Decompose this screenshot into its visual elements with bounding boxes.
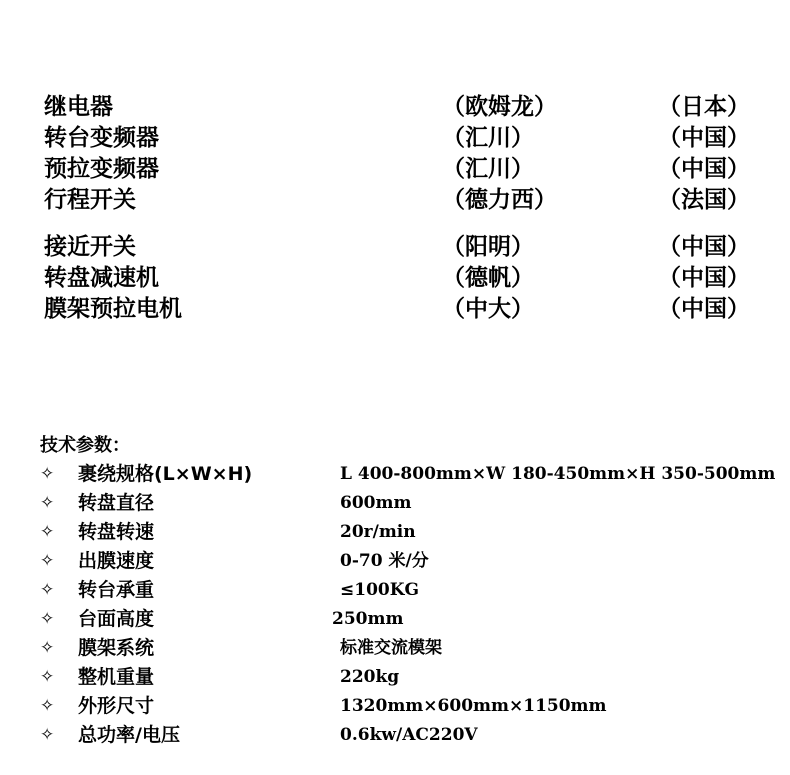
component-row (40, 232, 760, 263)
spec-value: 1320mm×600mm×1150mm (340, 696, 607, 716)
diamond-star-icon: ✧ (40, 580, 55, 600)
component-name: 膜架预拉电机 (44, 296, 182, 322)
spec-value: 0.6kw/AC220V (340, 725, 478, 745)
diamond-star-icon: ✧ (40, 464, 55, 484)
spec-value: 220kg (340, 667, 400, 687)
spec-name: 台面高度 (78, 608, 155, 630)
spec-name: 外形尺寸 (78, 695, 155, 717)
spec-name: 转盘直径 (78, 492, 155, 514)
component-brand: （汇川） (442, 156, 534, 182)
component-name: 行程开关 (44, 187, 136, 213)
spec-row (40, 576, 770, 605)
diamond-star-icon: ✧ (40, 522, 55, 542)
spec-value: L 400-800mm×W 180-450mm×H 350-500mm (340, 464, 776, 484)
spec-name: 膜架系统 (78, 637, 155, 659)
component-origin: （法国） (658, 187, 750, 213)
spec-value: 600mm (340, 493, 412, 513)
spec-row (40, 605, 770, 634)
spec-row (40, 518, 770, 547)
diamond-star-icon: ✧ (40, 696, 55, 716)
spec-name: 总功率/电压 (78, 724, 180, 746)
component-name: 转台变频器 (44, 125, 159, 151)
spec-name: 出膜速度 (78, 550, 155, 572)
component-name: 转盘减速机 (44, 265, 159, 291)
component-name: 接近开关 (44, 234, 136, 260)
component-brand: （中大） (442, 296, 534, 322)
component-row (40, 185, 760, 216)
tech-params-section (40, 432, 776, 750)
spec-value: ≤100KG (340, 580, 420, 600)
component-brand: （阳明） (442, 234, 534, 260)
diamond-star-icon: ✧ (40, 667, 55, 687)
component-row (40, 263, 760, 294)
component-name: 预拉变频器 (44, 156, 159, 182)
component-name: 继电器 (44, 94, 113, 120)
component-origin: （中国） (658, 265, 750, 291)
component-origin: （中国） (658, 234, 750, 260)
component-origin: （中国） (658, 125, 750, 151)
component-row (40, 92, 760, 123)
component-row (40, 123, 760, 154)
spec-row (40, 692, 770, 721)
tech-params-title: 技术参数： (40, 435, 130, 456)
spec-row (40, 460, 776, 489)
component-origin: （日本） (658, 94, 750, 120)
spec-name: 转盘转速 (78, 521, 155, 543)
component-origin: （中国） (658, 156, 750, 182)
component-list (40, 92, 760, 325)
component-brand: （欧姆龙） (442, 94, 557, 120)
spec-value: 20r/min (340, 522, 416, 542)
spec-value: 250mm (332, 609, 404, 629)
diamond-star-icon: ✧ (40, 551, 55, 571)
component-brand: （汇川） (442, 125, 534, 151)
spec-row (40, 663, 770, 692)
diamond-star-icon: ✧ (40, 493, 55, 513)
diamond-star-icon: ✧ (40, 725, 55, 745)
diamond-star-icon: ✧ (40, 609, 55, 629)
spec-row (40, 634, 770, 663)
component-brand: （德力西） (442, 187, 557, 213)
spec-name: 整机重量 (78, 666, 155, 688)
spec-row (40, 721, 770, 750)
spec-value: 标准交流模架 (340, 638, 442, 658)
spec-row (40, 489, 770, 518)
diamond-star-icon: ✧ (40, 638, 55, 658)
spec-name: 转台承重 (78, 579, 155, 601)
spec-row (40, 547, 770, 576)
component-row (40, 294, 760, 325)
spec-value: 0-70 米/分 (340, 551, 429, 571)
component-origin: （中国） (658, 296, 750, 322)
component-brand: （德帆） (442, 265, 534, 291)
component-row (40, 154, 760, 185)
spec-name: 裹绕规格(L×W×H) (78, 463, 253, 485)
